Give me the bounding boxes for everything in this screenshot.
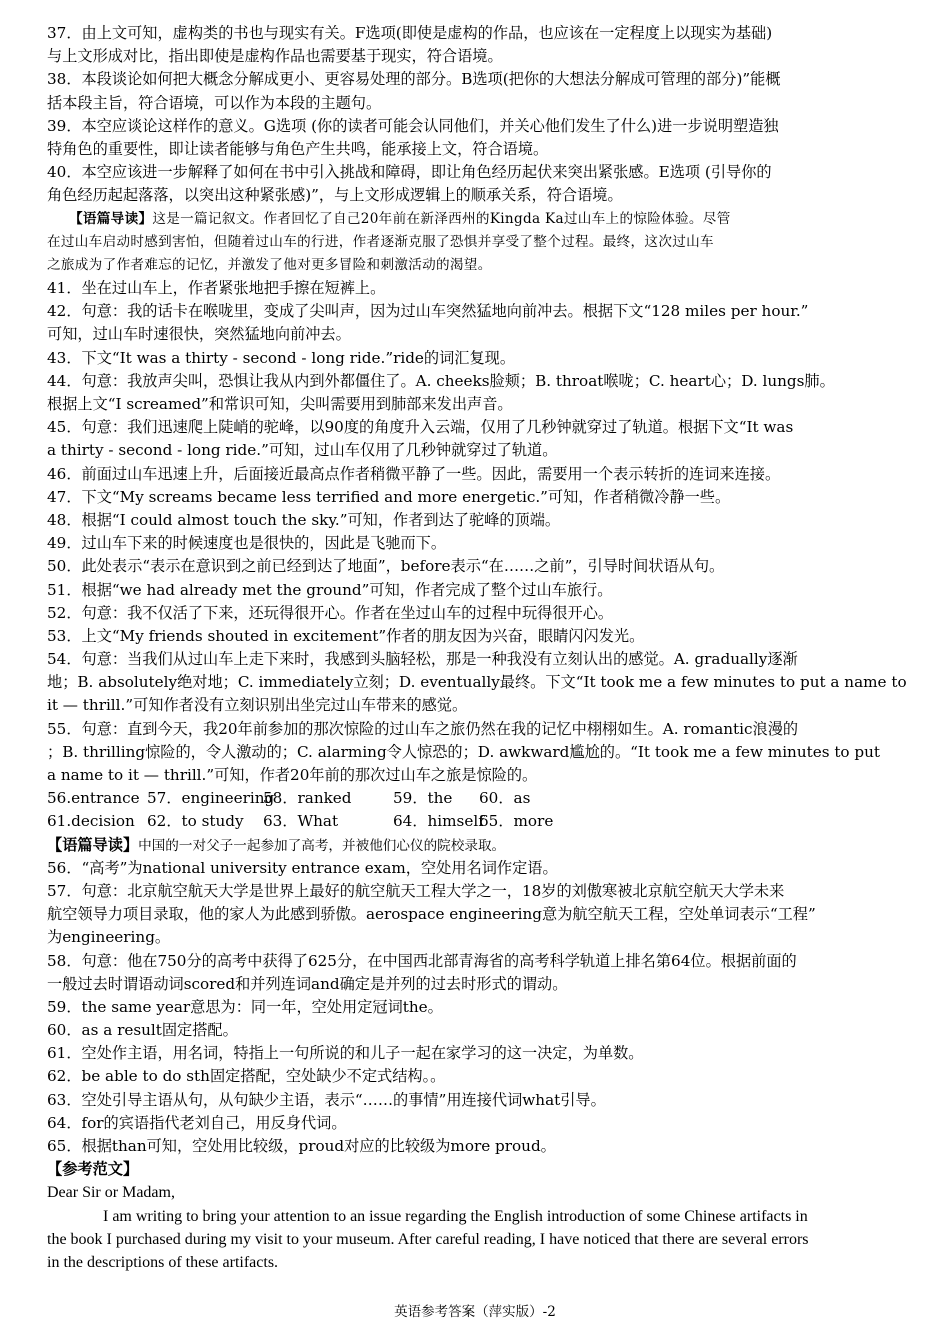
text-line: 57．句意：北京航空航天大学是世界上最好的航空航天工程大学之一，18岁的刘傲寒被北京航空航天大学未来 — [47, 881, 785, 900]
text-line: 51．根据“we had already met the ground”可知，作者完成了整个过山车旅行。 — [47, 580, 613, 599]
text-line: 一般过去时谓语动词scored和并列连词and确定是并列的过去时形式的谓动。 — [47, 974, 568, 993]
essay-line: in the descriptions of these artifacts. — [47, 1253, 279, 1271]
text-line: 55．句意：直到今天，我20年前参加的那次惊险的过山车之旅仍然在我的记忆中栩栩如生。A. romantic浪漫的 — [47, 719, 799, 738]
essay-heading: 【参考范文】 — [47, 1160, 139, 1179]
text-line: 41．坐在过山车上，作者紧张地把手擦在短裤上。 — [47, 279, 386, 298]
text-line: 39．本空应谈论这样作的意义。G选项 (你的读者可能会认同他们，并关心他们发生了什么)进一步说明塑造独 — [47, 116, 779, 135]
text-line: 61．空处作主语，用名词，特指上一句所说的和儿子一起在家学习的这一决定，为单数。 — [47, 1044, 644, 1063]
text-line: 42．句意：我的话卡在喉咙里，变成了尖叫声，因为过山车突然猛地向前冲去。根据下文“128 miles per hour.” — [47, 302, 809, 321]
passage-guide — [47, 834, 907, 857]
text-line: 航空领导力项目录取，他的家人为此感到骄傲。aerospace engineering意为航空航天工程，空处单词表示“工程” — [47, 905, 816, 924]
text-line: 63．空处引导主语从句，从句缺少主语，表示“……的事情”用连接代词what引导。 — [47, 1090, 606, 1109]
text-line: 53．上文“My friends shouted in excitement”作者的朋友因为兴奋，眼睛闪闪发光。 — [47, 626, 645, 645]
passage-guide-text: 在过山车启动时感到害怕，但随着过山车的行进，作者逐渐克服了恐惧并享受了整个过程。最终，这次过山车 — [47, 233, 714, 250]
text-line: 48．根据“I could almost touch the sky.”可知，作者到达了驼峰的顶端。 — [47, 510, 561, 529]
text-line: 地；B. absolutely绝对地；C. immediately立刻；D. eventually最终。下文“It took me a few minutes to put a name to — [47, 673, 907, 692]
text-line: 56．“高考”为national university entrance exam，空处用名词作定语。 — [47, 858, 558, 877]
passage-guide — [47, 208, 907, 231]
text-line: 50．此处表示“表示在意识到之前已经到达了地面”，before表示“在……之前”，引导时间状语从句。 — [47, 557, 725, 576]
text-line: 49．过山车下来的时候速度也是很快的，因此是飞驰而下。 — [47, 534, 447, 553]
text-line: it — thrill.”可知作者没有立刻识别出坐完过山车带来的感觉。 — [47, 696, 468, 715]
answer-item: 56.entrance — [47, 789, 140, 808]
text-line: 62．be able to do sth固定搭配，空处缺少不定式结构。。 — [47, 1067, 446, 1086]
answer-item: 64．himself — [393, 812, 484, 831]
text-line: 可知，过山车时速很快，突然猛地向前冲去。 — [47, 325, 351, 344]
text-line: 37．由上文可知，虚构类的书也与现实有关。F选项(即使是虚构的作品，也应该在一定程度上以现实为基础) — [47, 24, 773, 42]
text-line: 44．句意：我放声尖叫，恐惧让我从内到外都僵住了。A. cheeks脸颊；B. throat喉咙；C. heart心；D. lungs肺。 — [47, 371, 835, 390]
passage-guide-label: 【语篇导读】 — [47, 835, 139, 854]
text-line: 根据上文“I screamed”和常识可知，尖叫需要用到肺部来发出声音。 — [47, 395, 513, 413]
text-line: ；B. thrilling惊险的，令人激动的；C. alarming令人惊恐的；D. awkward尴尬的。“It took me a few minutes to put — [47, 742, 881, 761]
text-line: 65．根据than可知，空处用比较级，proud对应的比较级为more proud。 — [47, 1137, 556, 1155]
answer-item: 57．engineering — [147, 789, 275, 808]
text-line: 角色经历起起落落，以突出这种紧张感)”，与上文形成逻辑上的顺承关系，符合语境。 — [47, 186, 623, 205]
passage-guide-text: 中国的一对父子一起参加了高考，并被他们心仪的院校录取。 — [138, 837, 506, 854]
answer-row — [47, 810, 907, 833]
answer-item: 60．as — [479, 789, 531, 808]
text-line: 52．句意：我不仅活了下来，还玩得很开心。作者在坐过山车的过程中玩得很开心。 — [47, 603, 614, 622]
text-line: 59．the same year意思为：同一年，空处用定冠词the。 — [47, 997, 443, 1016]
text-line: a thirty - second - long ride.”可知，过山车仅用了几秒钟就穿过了轨道。 — [47, 441, 558, 460]
text-line: 与上文形成对比，指出即使是虚构作品也需要基于现实，符合语境。 — [47, 47, 503, 66]
essay-line: the book I purchased during my visit to your museum. After careful reading, I have noticed that there are several errors — [47, 1230, 809, 1248]
text-line: 特角色的重要性，即让读者能够与角色产生共鸣，能承接上文，符合语境。 — [47, 139, 549, 158]
answer-item: 61.decision — [47, 812, 135, 831]
passage-guide-label: 【语篇导读】 — [69, 210, 153, 227]
answer-item: 62．to study — [147, 812, 244, 831]
answer-item: 63．What — [263, 812, 339, 831]
text-line: 38．本段谈论如何把大概念分解成更小、更容易处理的部分。B选项(把你的大想法分解成可管理的部分)”能概 — [47, 70, 781, 89]
passage-guide-text: 之旅成为了作者难忘的记忆，并激发了他对更多冒险和刺激活动的渴望。 — [47, 256, 492, 273]
text-line: 58．句意：他在750分的高考中获得了625分，在中国西北部青海省的高考科学轨道上排名第64位。根据前面的 — [47, 951, 797, 970]
text-line: 括本段主旨，符合语境，可以作为本段的主题句。 — [47, 93, 382, 112]
text-line: 43．下文“It was a thirty - second - long ride.”ride的词汇复现。 — [47, 348, 516, 367]
text-line: 60．as a result固定搭配。 — [47, 1021, 238, 1040]
text-line: 45．句意：我们迅速爬上陡峭的驼峰，以90度的角度升入云端，仅用了几秒钟就穿过了轨道。根据下文“It was — [47, 418, 794, 437]
essay-line: I am writing to bring your attention to an issue regarding the English introduction of some Chinese artifacts in — [103, 1207, 808, 1225]
answer-item: 58．ranked — [263, 789, 352, 808]
answer-item: 59．the — [393, 789, 453, 808]
text-line: 64．for的宾语指代老刘自己，用反身代词。 — [47, 1113, 347, 1132]
page-footer: 英语参考答案（萍实版）-2 — [394, 1304, 556, 1320]
text-line: 40．本空应该进一步解释了如何在书中引入挑战和障碍，即让角色经历起伏来突出紧张感。E选项 (引导你的 — [47, 163, 772, 182]
answer-item: 65．more — [479, 812, 554, 831]
text-line: 46．前面过山车迅速上升，后面接近最高点作者稍微平静了一些。因此，需要用一个表示转折的连词来连接。 — [47, 464, 781, 483]
essay-salutation: Dear Sir or Madam, — [47, 1184, 175, 1202]
text-line: 为engineering。 — [47, 928, 171, 947]
answer-row — [47, 787, 907, 810]
text-line: a name to it — thrill.”可知，作者20年前的那次过山车之旅是惊险的。 — [47, 766, 538, 784]
passage-guide-text: 这是一篇记叙文。作者回忆了自己20年前在新泽西州的Kingda Ka过山车上的惊险体验。尽管 — [152, 210, 731, 227]
text-line: 54．句意：当我们从过山车上走下来时，我感到头脑轻松，那是一种我没有立刻认出的感觉。A. gradually逐渐 — [47, 650, 798, 669]
answer-page — [47, 22, 907, 1274]
text-line: 47．下文“My screams became less terrified and more energetic.”可知，作者稍微冷静一些。 — [47, 487, 731, 506]
